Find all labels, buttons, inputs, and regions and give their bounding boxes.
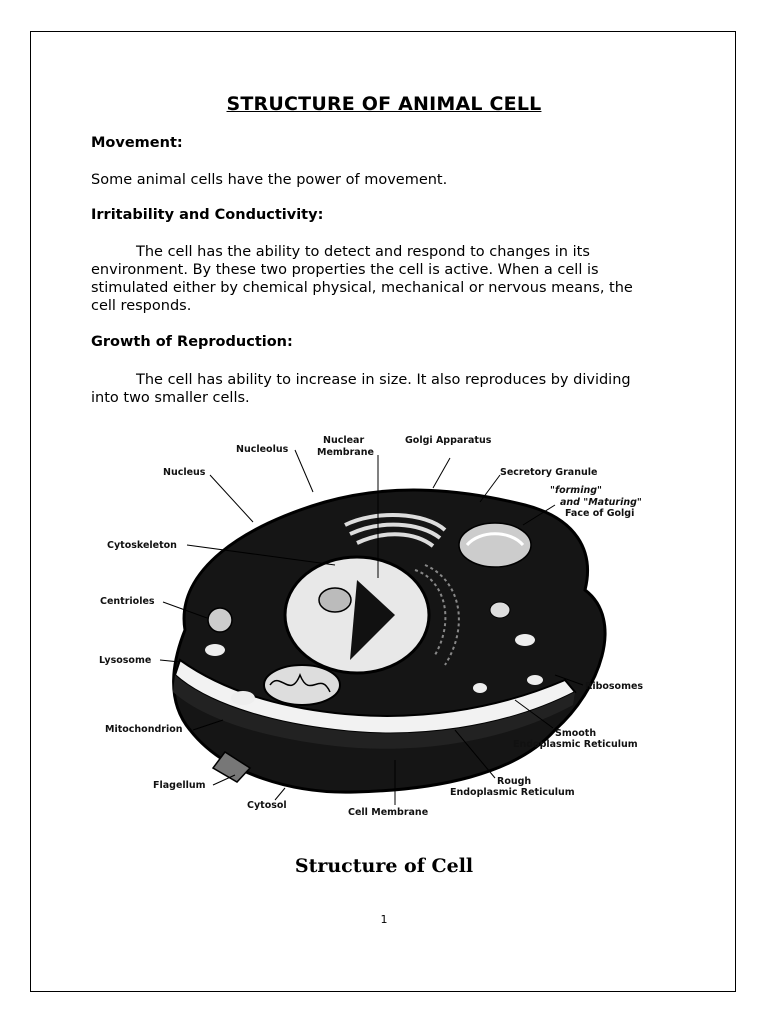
section-heading-irritability: Irritability and Conductivity: bbox=[91, 207, 324, 223]
section-text-growth: The cell has ability to increase in size. It also reproduces by dividing into two smaller cells. bbox=[91, 372, 631, 406]
label-cytoskeleton: Cytoskeleton bbox=[107, 540, 177, 551]
label-ribosomes: Ribosomes bbox=[585, 681, 644, 692]
section-heading-growth: Growth of Reproduction: bbox=[91, 334, 293, 350]
page-title: STRUCTURE OF ANIMAL CELL bbox=[226, 93, 542, 115]
label-nuclear-membrane-line1: Nuclear bbox=[323, 435, 365, 446]
label-cytosol: Cytosol bbox=[247, 800, 287, 811]
nucleolus bbox=[319, 588, 351, 612]
label-rough-er-line2: Endoplasmic Reticulum bbox=[450, 787, 575, 798]
section-text-irritability: The cell has the ability to detect and respond to changes in its environment. By these two properties the cell is active. When a cell is stimulated either by chemical physical, mechanical or nervous means, the cell responds. bbox=[91, 244, 633, 314]
label-nucleus: Nucleus bbox=[163, 467, 206, 478]
label-nuclear-membrane-line2: Membrane bbox=[317, 447, 374, 458]
label-forming-line2: and "Maturing" bbox=[560, 497, 642, 508]
mitochondrion bbox=[264, 665, 340, 705]
section-text-movement: Some animal cells have the power of movement. bbox=[91, 172, 448, 188]
page-number: 1 bbox=[380, 913, 388, 926]
label-forming-line3: Face of Golgi bbox=[565, 508, 635, 519]
label-rough-er-line1: Rough bbox=[497, 776, 532, 787]
label-secretory-granule: Secretory Granule bbox=[500, 467, 598, 478]
label-golgi-apparatus: Golgi Apparatus bbox=[405, 435, 492, 446]
label-cell-membrane: Cell Membrane bbox=[348, 807, 429, 818]
label-centrioles: Centrioles bbox=[100, 596, 155, 607]
label-flagellum: Flagellum bbox=[153, 780, 206, 791]
section-heading-movement: Movement: bbox=[91, 135, 183, 151]
centriole bbox=[208, 608, 232, 632]
label-smooth-er-line1: Smooth bbox=[555, 728, 597, 739]
label-lysosome: Lysosome bbox=[99, 655, 152, 666]
label-forming-line1: "forming" bbox=[550, 485, 602, 496]
animal-cell-diagram bbox=[95, 430, 655, 820]
label-nucleolus: Nucleolus bbox=[236, 444, 289, 455]
figure-caption: Structure of Cell bbox=[294, 855, 474, 877]
label-smooth-er-line2: Endoplasmic Reticulum bbox=[513, 739, 638, 750]
label-mitochondrion: Mitochondrion bbox=[105, 724, 183, 735]
